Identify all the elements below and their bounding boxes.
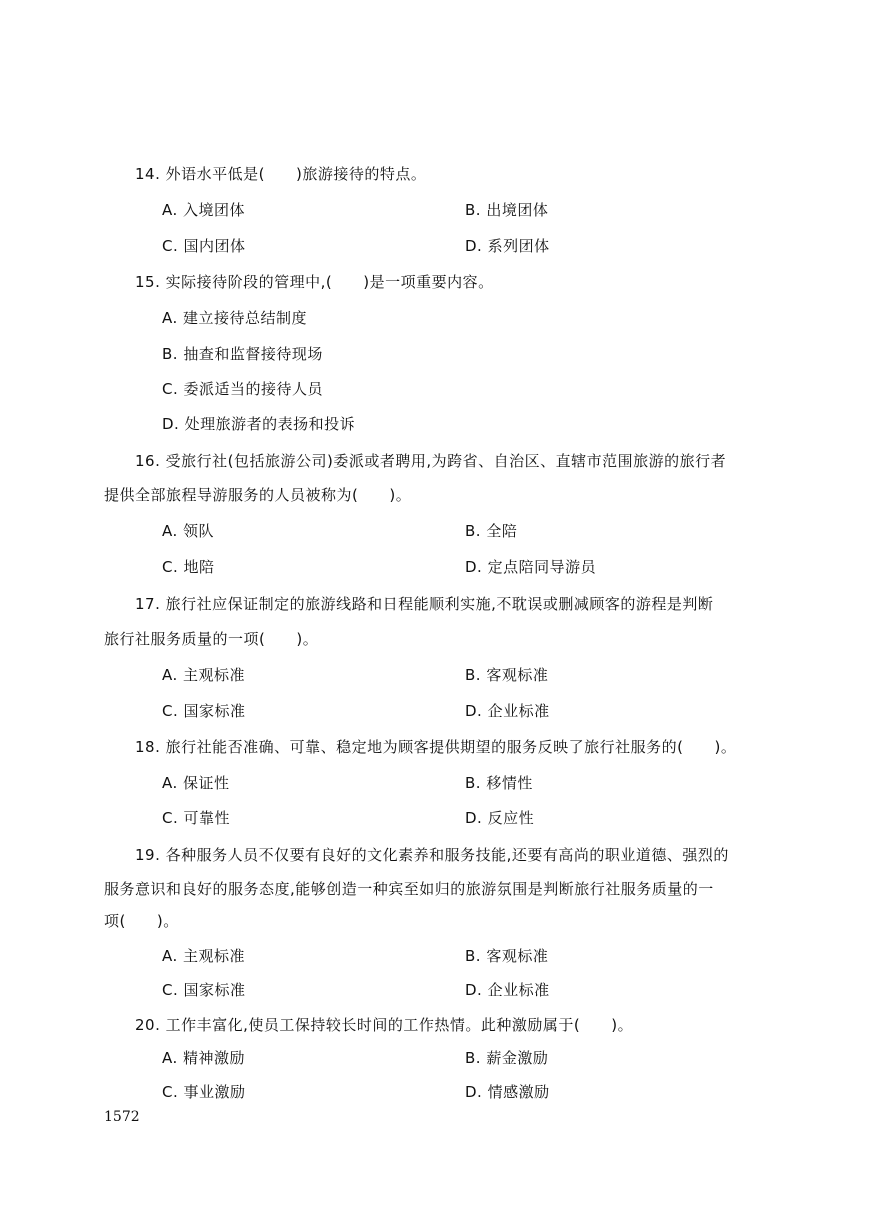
question-19-stem-line-3: 项( )。: [104, 912, 179, 930]
question-14-option-a: A. 入境团体: [162, 201, 246, 219]
question-19-option-c: C. 国家标准: [162, 981, 246, 999]
question-15-option-b: B. 抽查和监督接待现场: [162, 345, 323, 363]
question-20-option-c: C. 事业激励: [162, 1083, 246, 1101]
question-18-option-c: C. 可靠性: [162, 809, 231, 827]
question-20-option-a: A. 精神激励: [162, 1049, 246, 1067]
question-17-stem-line-1: 17. 旅行社应保证制定的旅游线路和日程能顺利实施,不耽误或删减顾客的游程是判断: [135, 595, 714, 613]
question-15-option-d: D. 处理旅游者的表扬和投诉: [162, 415, 356, 433]
question-14-option-d: D. 系列团体: [465, 237, 550, 255]
question-17-option-d: D. 企业标准: [465, 702, 550, 720]
question-14-stem: 14. 外语水平低是( )旅游接待的特点。: [135, 165, 427, 183]
question-17-option-c: C. 国家标准: [162, 702, 246, 720]
page-code: 1572: [104, 1109, 140, 1125]
question-18-stem: 18. 旅行社能否准确、可靠、稳定地为顾客提供期望的服务反映了旅行社服务的( )。: [135, 738, 737, 756]
question-20-stem: 20. 工作丰富化,使员工保持较长时间的工作热情。此种激励属于( )。: [135, 1016, 634, 1034]
question-15-stem: 15. 实际接待阶段的管理中,( )是一项重要内容。: [135, 273, 494, 291]
question-19-option-d: D. 企业标准: [465, 981, 550, 999]
question-19-option-a: A. 主观标准: [162, 947, 246, 965]
question-20-option-b: B. 薪金激励: [465, 1049, 549, 1067]
question-18-option-d: D. 反应性: [465, 809, 535, 827]
question-17-option-a: A. 主观标准: [162, 666, 246, 684]
question-16-option-c: C. 地陪: [162, 558, 215, 576]
question-19-stem-line-1: 19. 各种服务人员不仅要有良好的文化素养和服务技能,还要有高尚的职业道德、强烈的: [135, 846, 729, 864]
question-16-option-a: A. 领队: [162, 522, 215, 540]
question-20-option-d: D. 情感激励: [465, 1083, 550, 1101]
question-17-option-b: B. 客观标准: [465, 666, 549, 684]
question-18-option-b: B. 移情性: [465, 774, 533, 792]
question-14-option-c: C. 国内团体: [162, 237, 246, 255]
question-14-option-b: B. 出境团体: [465, 201, 549, 219]
question-16-stem-line-1: 16. 受旅行社(包括旅游公司)委派或者聘用,为跨省、自治区、直辖市范围旅游的旅行者: [135, 452, 727, 470]
question-19-option-b: B. 客观标准: [465, 947, 549, 965]
question-19-stem-line-2: 服务意识和良好的服务态度,能够创造一种宾至如归的旅游氛围是判断旅行社服务质量的一: [104, 880, 714, 898]
question-16-stem-line-2: 提供全部旅程导游服务的人员被称为( )。: [104, 486, 412, 504]
question-17-stem-line-2: 旅行社服务质量的一项( )。: [104, 630, 319, 648]
question-18-option-a: A. 保证性: [162, 774, 230, 792]
question-15-option-a: A. 建立接待总结制度: [162, 309, 308, 327]
question-16-option-d: D. 定点陪同导游员: [465, 558, 597, 576]
question-15-option-c: C. 委派适当的接待人员: [162, 380, 324, 398]
question-16-option-b: B. 全陪: [465, 522, 518, 540]
